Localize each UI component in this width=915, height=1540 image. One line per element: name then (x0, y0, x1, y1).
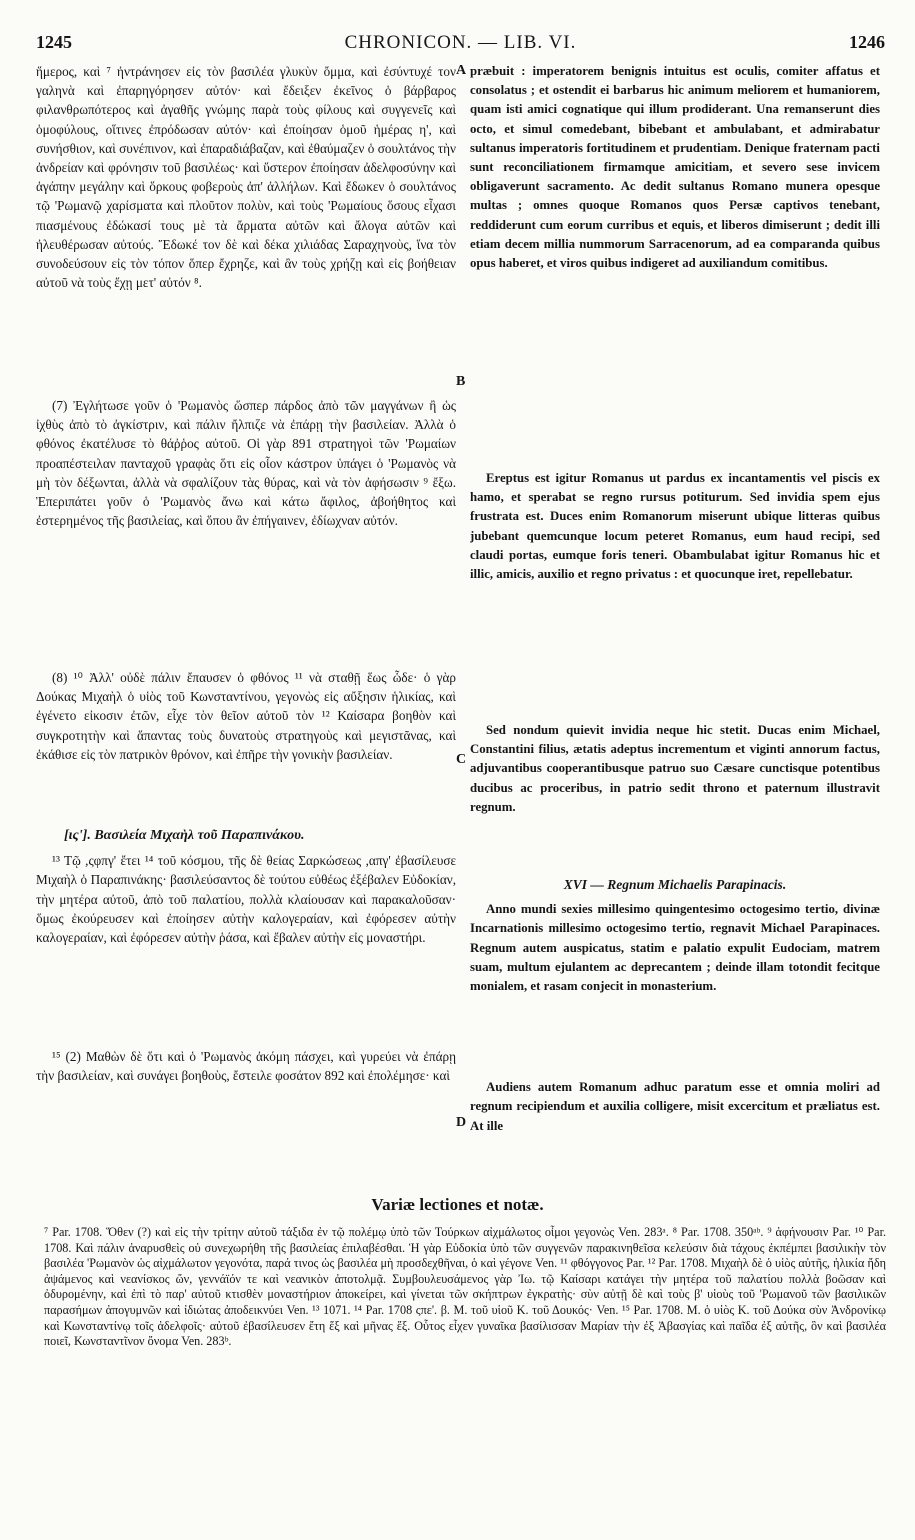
greek-paragraph-5: ¹⁵ (2) Μαθὼν δὲ ὅτι καὶ ὁ 'Ρωμανὸς ἀκόμη πάσχει, καὶ γυρεύει νὰ ἐπάρῃ τὴν βασιλείαν, καὶ συνάγει βοηθοὺς, ἔστειλε φοσάτον 892 καὶ ἐπολέμησε· καὶ (36, 1049, 456, 1084)
page-number-left: 1245 (36, 32, 72, 52)
latin-section-heading: XVI — Regnum Michaelis Parapinacis. (563, 877, 787, 892)
page-header (36, 32, 885, 60)
latin-paragraph-5: Audiens autem Romanum adhuc paratum esse et omnia moliri ad regnum recipiendum et auxilia colligere, misit excercitum et præliatus est. At ille (470, 1080, 880, 1133)
latin-paragraph-1: præbuit : imperatorem benignis intuitus est oculis, comiter affatus et consolatus ; et ostendit ei barbarus hic animum meliorem et humaniorem, quam isti amici cognatique qui illum prodiderant. Una remanserunt dies octo, et simul comedebant, bibebant et ambulabant, et admirabatur sultanus imperatoris fortitudinem et prudentiam. Denique fraternam pacti sunt reconciliationem firmamque amicitiam, et severo sese invicem obligaverunt sacramento. Ac dedit sultanus Romano munera opesque multas ; omnes quoque Romanos quos Persæ captivos tenebant, reddiderunt cum eorum curribus et equis, et liberos dimiserunt ; dedit illi etiam decem millia nummorum Sarracenorum, ad ea comparanda quibus opus haberet, et viros quibus indigeret ad auxiliandum comitibus. (470, 64, 880, 271)
greek-paragraph-1: ἥμερος, καὶ ⁷ ἠντράνησεν εἰς τὸν βασιλέα γλυκὺν ὄμμα, καὶ ἐσύντυχέ τον γαληνὰ καὶ ἐπαρηγόρησεν αὐτόν· καὶ ἔδειξεν ἐκεῖνος ὁ βάρβαρος φιλανθρωπότερος καὶ ἀγαθῆς γνώμης παρὰ τοὺς φίλους καὶ συγγενεῖς καὶ ὁμοφύλους, οἵτινες ἐπρόδωσαν αὐτόν· καὶ ἐποίησαν ὁμοῦ ἡμέρας η', καὶ συνήσθιον, καὶ συνέπινον, καὶ ἐπαραδιάβαζαν, καὶ ἐθαύμαζεν ὁ σουλτάνος τὴν ἀνδρείαν καὶ φρόνησιν τοῦ βασιλέως· καὶ ὕστερον ἐποίησαν ἀδελφοσύνην καὶ ἀγάπην μεγάλην καὶ ὅρκους φοβεροὺς ἀπ' ἀλλήλων. Καὶ ἔδωκεν ὁ σουλτάνος τῷ 'Ρωμανῷ χαρίσματα καὶ πλοῦτον πολὺν, καὶ τοὺς 'Ρωμαίους ὅσους εἶχασι πιασμένους ἐδώκασί τους μὲ τὰ ἄρματα αὐτῶν καὶ ἄλογα αὐτῶν καὶ ἠλευθέρωσαν αὐτούς. Ἔδωκέ τον δὲ καὶ δέκα χιλιάδας Σαραχηνοὺς, ἵνα τὸν συνοδεύσουν εἰς τὸν τόπον ὅπερ ἔχρηζε, καὶ ἂν τοὺς χρήζῃ καὶ εἰς βοήθειαν αὐτοῦ νὰ τοὺς ἔχῃ μετ' αὐτόν ⁸. (36, 64, 456, 291)
latin-paragraph-3: Sed nondum quievit invidia neque hic stetit. Ducas enim Michael, Constantini filius, ætatis adeptus incrementum et viginti annorum factus, adjuvantibus cooperantibusque patruo suo Cæsare cunctisque potentibus ducibus ac proceribus, in patrio sedit throno et paternum illustravit regnum. (470, 723, 880, 814)
margin-marker-d: D (456, 1115, 467, 1130)
page-number-right: 1246 (849, 32, 885, 52)
latin-paragraph-2: Ereptus est igitur Romanus ut pardus ex incantamentis vel piscis ex hamo, et sperabat se regno rursus potiturum. Sed invidia spem ejus frustrata est. Duces enim Romanorum miserunt ubique litteras quibus jubebant quemcunque locum peteret Romanus, eum haud recipi, sed claudi portas, eumque foris teneri. Obambulabat igitur Romanus hic et illic, amicis, auxilio et regno privatus : et quocunque iret, repellebatur. (470, 471, 880, 582)
latin-column (470, 62, 880, 1136)
notes-title: Variæ lectiones et notæ. (371, 1195, 544, 1214)
latin-paragraph-4: Anno mundi sexies millesimo quingentesimo octogesimo tertio, divinæ Incarnationis millesimo octogesimo tertio, regnavit Michael Parapinaces. Regnum autem auspicatus, statim e palatio expulit Eudociam, matrem suam, multum ejulantem ac deprecantem ; deinde illam totondit fecitque monialem, et rasam conjecit in monasterium. (470, 902, 880, 994)
notes-block (44, 1225, 886, 1350)
margin-marker-b: B (456, 374, 466, 389)
greek-paragraph-2: (7) Ἐγλήτωσε γοῦν ὁ 'Ρωμανὸς ὥσπερ πάρδος ἀπὸ τῶν μαγγάνων ἢ ὡς ἰχθὺς ἀπὸ τὸ ἀγκίστριν, καὶ πάλιν ἤλπιζε νὰ ἐπάρῃ τὴν βασιλείαν. Ἀλλὰ ὁ φθόνος ἐκατέλυσε τὸ θάῤῥος αὐτοῦ. Οἱ γὰρ 891 στρατηγοὶ τῶν 'Ρωμαίων προαπέστειλαν πανταχοῦ γραφὰς ὅτι εἰς οἷον κάστρον ὑπάγει ὁ 'Ρωμανὸς νὰ μὴ τὸν δέξωνται, ἀλλὰ νὰ σφαλίζουν τὰς θύρας, καὶ νὰ τὸν ἀφήσωσιν ⁹ ἔξω. Ἐπεριπάτει γοῦν ὁ 'Ρωμανὸς ἄνω καὶ κάτω ἄφιλος, ἀβοήθητος καὶ ἐστερημένος τῆς βασιλείας, καὶ ὅπου ἂν ἐπήγαινεν, ἐδίωχναν αὐτόν. (36, 398, 456, 529)
greek-paragraph-4: ¹³ Τῷ ,ςφπγ' ἔτει ¹⁴ τοῦ κόσμου, τῆς δὲ θείας Σαρκώσεως ,απγ' ἐβασίλευσε Μιχαὴλ ὁ Παραπινάκης· βασιλεύσαντος δὲ τούτου εὐθέως ἐξέβαλεν Εὐδοκίαν, τὴν μητέρα αὐτοῦ, ἀπὸ τοῦ παλατίου, πολλὰ κλαίουσαν καὶ παρακαλοῦσαν· ὅμως ἐκούρευσεν καὶ ἐποίησεν αὐτὴν καλογεραίαν, καὶ ἐφόρεσεν αὐτὴν καλογεραίαν, καὶ ἐφόρεσεν αὐτὴν ῥάσα, καὶ ἔβαλεν αὐτὴν εἰς μοναστήρι. (36, 853, 456, 946)
greek-paragraph-3: (8) ¹⁰ Ἀλλ' οὐδὲ πάλιν ἔπαυσεν ὁ φθόνος ¹¹ νὰ σταθῇ ἕως ὧδε· ὁ γὰρ Δούκας Μιχαὴλ ὁ υἱὸς τοῦ Κωνσταντίνου, γεγονὼς εἰς αὔξησιν ἡλικίας, καὶ ἐγένετο εἰκοσιν ἐτῶν, εἶχε τὸν θεῖον αὐτοῦ τὸν ¹² Καίσαρα βοηθὸν καὶ συγκροτητὴν καὶ ἅπαντας τοὺς δυνατοὺς στρατηγοὺς καὶ μεγιστᾶνας, καὶ ἐκάθισε εἰς τὸν πατρικὸν θρόνον, καὶ ἐπῆρε τὴν γονικὴν βασιλείαν. (36, 670, 456, 762)
notes-text: ⁷ Par. 1708. Ὅθεν (?) καὶ εἰς τὴν τρίτην αὐτοῦ τάξιδα ἐν τῷ πολέμῳ ὑπὸ τῶν Τούρκων αἰχμάλωτος οἶμοι γεγονὼς Ven. 283ᵃ. ⁸ Par. 1708. 350ᵃᵇ. ⁹ ἀφήνουσιν Par. ¹⁰ Par. 1708. Καὶ πάλιν ἀναρυσθεὶς οὐ συνεχωρήθη τῆς βασιλείας ἐπιλαβέσθαι. Ἡ γὰρ Εὐδοκία ὑπὸ τῶν συγγενῶν παρακινηθεῖσα κελεύσιν διὰ τάχους ἐκπέμπει βασιλικὴν τὸν βασιλέα 'Ρωμανὸν ὡς αἰχμάλωτον γεγονότα, παρά τινος ὡς βασιλέα μὴ προσδεχθῆναι, ὁ καὶ γέγονε Ven. ¹¹ φθόγγονος Par. ¹² Par. 1708. Μιχαὴλ δὲ ὁ υἱὸς αὐτῆς, ἡλικία ἤδη ἀψάμενος καὶ νεανίσκος ὤν, γεννάϊόν τε καὶ νεανικὸν ἀποτολμᾷ. Συμβουλευσάμενος γὰρ Ἰω. τῷ Καίσαρι κατάγει τὴν μητέρα τοῦ παλατίου πολλὰ βοῶσαν καὶ ὀδυρομένην, καὶ ἐπὶ τὸ παρ' αὐτοῦ κτισθὲν μοναστήριον ἀποκείρει, καὶ γίνεται τῶν σκήπτρων ἐγκρατὴς· σὺν αὐτῇ δὲ καὶ τοὺς β' υἱοὺς τοῦ 'Ρωμανοῦ τῶν βασιλικῶν παρασήμων ἀπογυμνῶν καὶ ἰδιώτας ἀποδεικνύει Ven. ¹³ 1071. ¹⁴ Par. 1708 ςπε'. β. Μ. τοῦ υἱοῦ Κ. τοῦ Δουκός· Ven. ¹⁵ Par. 1708. Μ. ὁ υἱὸς Κ. τοῦ Δούκα σὺν Ἀνδρονίκῳ καὶ Κωνσταντίνῳ τοῖς ἀδελφοῖς· αὐτοῦ ἐβασίλευσεν ἔτη ἕξ καὶ μῆνας ἕξ. Οὗτος εἶχεν γυναῖκα βασίλισσαν Μαρίαν τὴν ἐξ Ἀβασγίας καὶ παῖδα ἐξ αὐτῆς, ὃν καὶ βασιλέα ποιεῖ, Κωνσταντῖνον ὄνομα Ven. 283ᵇ. (44, 1225, 886, 1349)
running-title: CHRONICON. — LIB. VI. (344, 32, 577, 53)
greek-column (36, 62, 456, 1105)
margin-marker-a: A (456, 63, 467, 78)
margin-marker-c: C (456, 752, 467, 767)
greek-section-heading: [ις']. Βασιλεία Μιχαὴλ τοῦ Παραπινάκου. (64, 828, 305, 843)
